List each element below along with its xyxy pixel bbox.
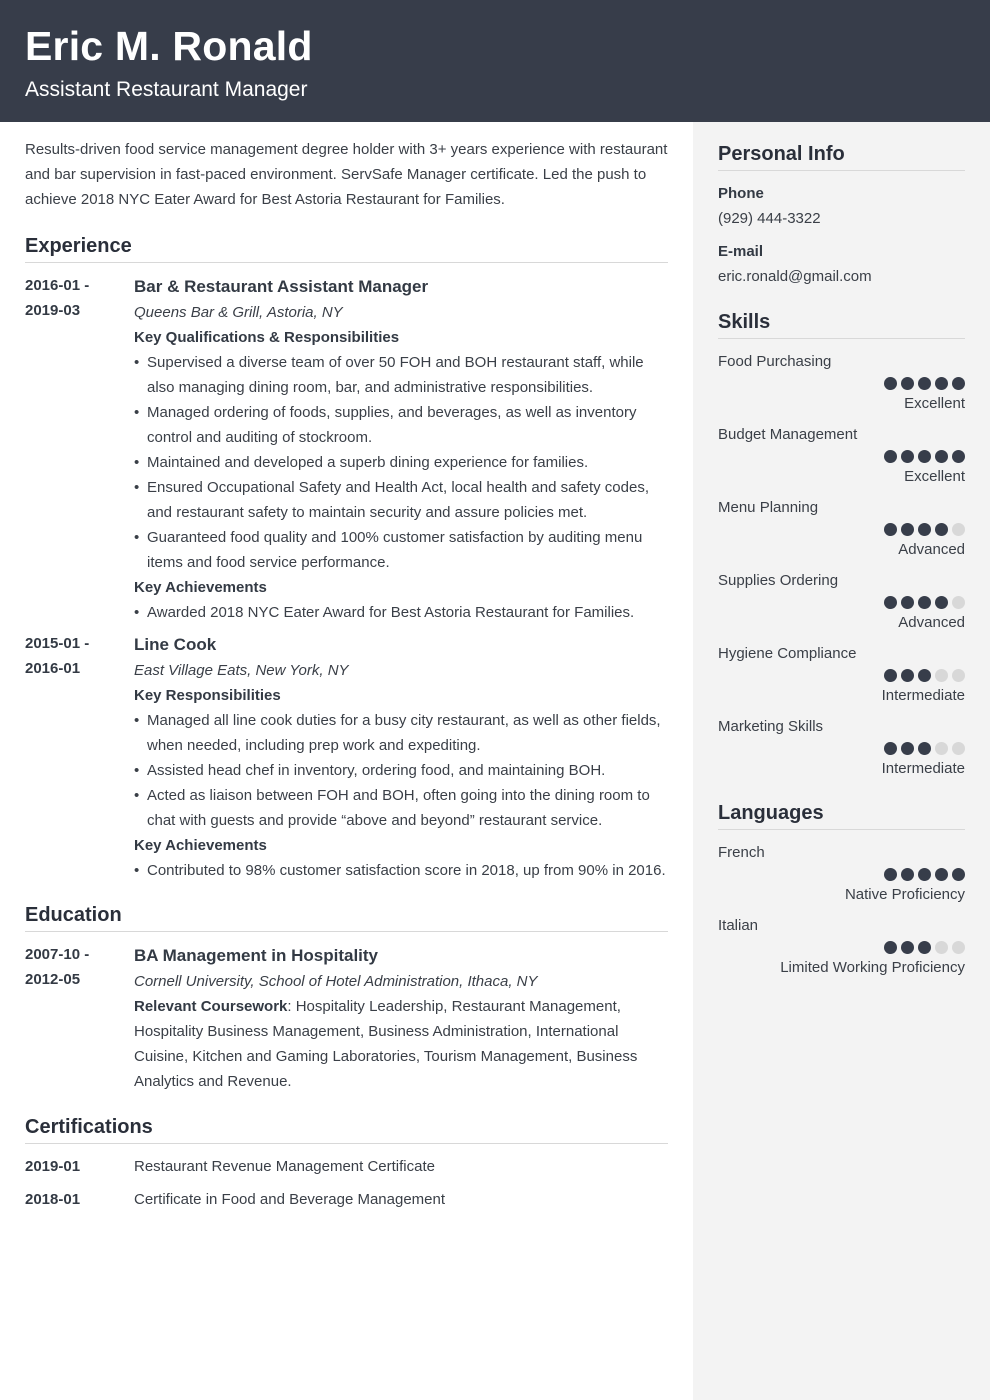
skill-name: Menu Planning [718, 499, 819, 516]
skill-item [718, 568, 965, 635]
date-start: 2015-01 - [25, 635, 90, 652]
email-label: E-mail [718, 243, 764, 260]
education-entry [25, 942, 668, 1094]
skill-rating [718, 523, 965, 536]
rating-dot-filled-icon [918, 450, 931, 463]
rating-dot-filled-icon [884, 523, 897, 536]
rating-dot-filled-icon [901, 450, 914, 463]
list-item: • Assisted head chef in inventory, ordering food, and maintaining BOH. [134, 758, 668, 783]
rating-dot-filled-icon [901, 523, 914, 536]
certification-date: 2018-01 [25, 1191, 81, 1208]
responsibilities-list [134, 708, 668, 833]
skill-item [718, 349, 965, 416]
coursework-label: Relevant Coursework [134, 998, 288, 1015]
rating-dot-filled-icon [901, 669, 914, 682]
employer: Queens Bar & Grill, Astoria, NY [134, 304, 343, 321]
skill-name: Supplies Ordering [718, 572, 839, 589]
candidate-title: Assistant Restaurant Manager [25, 78, 308, 101]
language-name: Italian [718, 917, 759, 934]
skill-rating [718, 596, 965, 609]
achievements-list [134, 858, 668, 883]
rating-dot-filled-icon [935, 450, 948, 463]
list-item: • Awarded 2018 NYC Eater Award for Best Astoria Restaurant for Families. [134, 600, 668, 625]
skill-name: Food Purchasing [718, 353, 832, 370]
rating-dot-empty-icon [935, 941, 948, 954]
education-heading: Education [25, 902, 668, 932]
achievements-list [134, 600, 668, 625]
responsibilities-list [134, 350, 668, 575]
experience-heading: Experience [25, 233, 668, 263]
experience-entry [25, 273, 668, 625]
rating-dot-empty-icon [952, 941, 965, 954]
date-start: 2016-01 - [25, 277, 90, 294]
rating-dot-filled-icon [901, 377, 914, 390]
rating-dot-filled-icon [884, 868, 897, 881]
rating-dot-filled-icon [918, 742, 931, 755]
certification-date: 2019-01 [25, 1158, 81, 1175]
rating-dot-empty-icon [952, 596, 965, 609]
language-rating [718, 941, 965, 954]
rating-dot-filled-icon [884, 742, 897, 755]
date-start: 2007-10 - [25, 946, 90, 963]
email-value: eric.ronald@gmail.com [718, 268, 872, 285]
skill-level: Intermediate [881, 760, 965, 777]
rating-dot-filled-icon [952, 450, 965, 463]
experience-dates [25, 631, 134, 883]
main-column [0, 122, 693, 1400]
rating-dot-empty-icon [935, 669, 948, 682]
candidate-name: Eric M. Ronald [25, 23, 313, 69]
skills-heading: Skills [718, 309, 965, 339]
rating-dot-filled-icon [918, 868, 931, 881]
rating-dot-filled-icon [918, 669, 931, 682]
rating-dot-empty-icon [952, 742, 965, 755]
rating-dot-filled-icon [884, 377, 897, 390]
school: Cornell University, School of Hotel Administration, Ithaca, NY [134, 973, 538, 990]
skill-rating [718, 377, 965, 390]
profile-summary: Results-driven food service management degree holder with 3+ years experience with restaurant and bar supervision in fast-paced environment. ServSafe Manager certificate. Led the push to achieve 2018 NYC Eater Award for Best Astoria Restaurant for Families. [25, 141, 668, 208]
date-end: 2019-03 [25, 302, 81, 319]
sidebar [693, 122, 990, 1400]
rating-dot-filled-icon [901, 868, 914, 881]
skill-level: Advanced [898, 614, 965, 631]
coursework-list: : Hospitality Leadership, Restaurant Management, Hospitality Business Management, Business Administration, International Cuisine, Kitchen and Gaming Laboratories, Tourism Management, Business Analytics and Revenue. [134, 998, 638, 1090]
responsibilities-heading: Key Responsibilities [134, 687, 281, 704]
list-item: • Supervised a diverse team of over 50 FOH and BOH restaurant staff, while also managing dining room, bar, and administrative responsibilities. [134, 350, 668, 400]
rating-dot-filled-icon [918, 596, 931, 609]
education-dates [25, 942, 134, 1094]
language-rating [718, 868, 965, 881]
certification-row [25, 1187, 668, 1212]
resume-header [0, 0, 990, 122]
date-end: 2012-05 [25, 971, 81, 988]
experience-dates [25, 273, 134, 625]
rating-dot-filled-icon [901, 941, 914, 954]
phone-label: Phone [718, 185, 764, 202]
language-item [718, 913, 965, 980]
rating-dot-filled-icon [918, 377, 931, 390]
rating-dot-filled-icon [935, 523, 948, 536]
achievements-heading: Key Achievements [134, 837, 267, 854]
rating-dot-filled-icon [935, 377, 948, 390]
rating-dot-filled-icon [884, 450, 897, 463]
rating-dot-filled-icon [901, 742, 914, 755]
rating-dot-filled-icon [884, 669, 897, 682]
rating-dot-filled-icon [952, 868, 965, 881]
achievements-heading: Key Achievements [134, 579, 267, 596]
employer: East Village Eats, New York, NY [134, 662, 349, 679]
rating-dot-empty-icon [952, 523, 965, 536]
list-item: • Contributed to 98% customer satisfaction score in 2018, up from 90% in 2016. [134, 858, 668, 883]
job-title: Line Cook [134, 635, 217, 654]
list-item: • Ensured Occupational Safety and Health Act, local health and safety codes, and restaurant safety to maintain security and assure policies met. [134, 475, 668, 525]
rating-dot-filled-icon [918, 523, 931, 536]
language-name: French [718, 844, 765, 861]
skill-level: Excellent [904, 395, 965, 412]
skill-rating [718, 742, 965, 755]
skill-item [718, 641, 965, 708]
list-item: • Managed ordering of foods, supplies, and beverages, as well as inventory control and auditing of stockroom. [134, 400, 668, 450]
rating-dot-filled-icon [918, 941, 931, 954]
skill-name: Marketing Skills [718, 718, 824, 735]
rating-dot-filled-icon [952, 377, 965, 390]
rating-dot-filled-icon [901, 596, 914, 609]
certifications-heading: Certifications [25, 1114, 668, 1144]
skill-item [718, 495, 965, 562]
skill-item [718, 422, 965, 489]
rating-dot-filled-icon [935, 868, 948, 881]
language-level: Native Proficiency [844, 886, 965, 903]
certification-row [25, 1154, 668, 1179]
coursework [134, 994, 668, 1094]
rating-dot-filled-icon [884, 941, 897, 954]
skill-level: Excellent [904, 468, 965, 485]
language-level: Limited Working Proficiency [780, 959, 965, 976]
job-title: Bar & Restaurant Assistant Manager [134, 277, 429, 296]
certification-name: Restaurant Revenue Management Certificate [134, 1158, 435, 1175]
rating-dot-filled-icon [884, 596, 897, 609]
skill-name: Budget Management [718, 426, 858, 443]
certification-name: Certificate in Food and Beverage Management [134, 1191, 446, 1208]
list-item: • Acted as liaison between FOH and BOH, often going into the dining room to chat with guests and provide “above and beyond” restaurant service. [134, 783, 668, 833]
skill-rating [718, 669, 965, 682]
rating-dot-empty-icon [952, 669, 965, 682]
skill-level: Intermediate [881, 687, 965, 704]
date-end: 2016-01 [25, 660, 81, 677]
skill-item [718, 714, 965, 781]
rating-dot-filled-icon [935, 596, 948, 609]
phone-value: (929) 444-3322 [718, 210, 821, 227]
skill-name: Hygiene Compliance [718, 645, 857, 662]
rating-dot-empty-icon [935, 742, 948, 755]
skill-level: Advanced [898, 541, 965, 558]
degree: BA Management in Hospitality [134, 946, 379, 965]
responsibilities-heading: Key Qualifications & Responsibilities [134, 329, 400, 346]
skill-rating [718, 450, 965, 463]
list-item: • Guaranteed food quality and 100% customer satisfaction by auditing menu items and food service performance. [134, 525, 668, 575]
list-item: • Managed all line cook duties for a busy city restaurant, as well as other fields, when needed, including prep work and expediting. [134, 708, 668, 758]
language-item [718, 840, 965, 907]
personal-info-heading: Personal Info [718, 141, 965, 171]
languages-heading: Languages [718, 800, 965, 830]
experience-entry [25, 631, 668, 883]
list-item: • Maintained and developed a superb dining experience for families. [134, 450, 668, 475]
